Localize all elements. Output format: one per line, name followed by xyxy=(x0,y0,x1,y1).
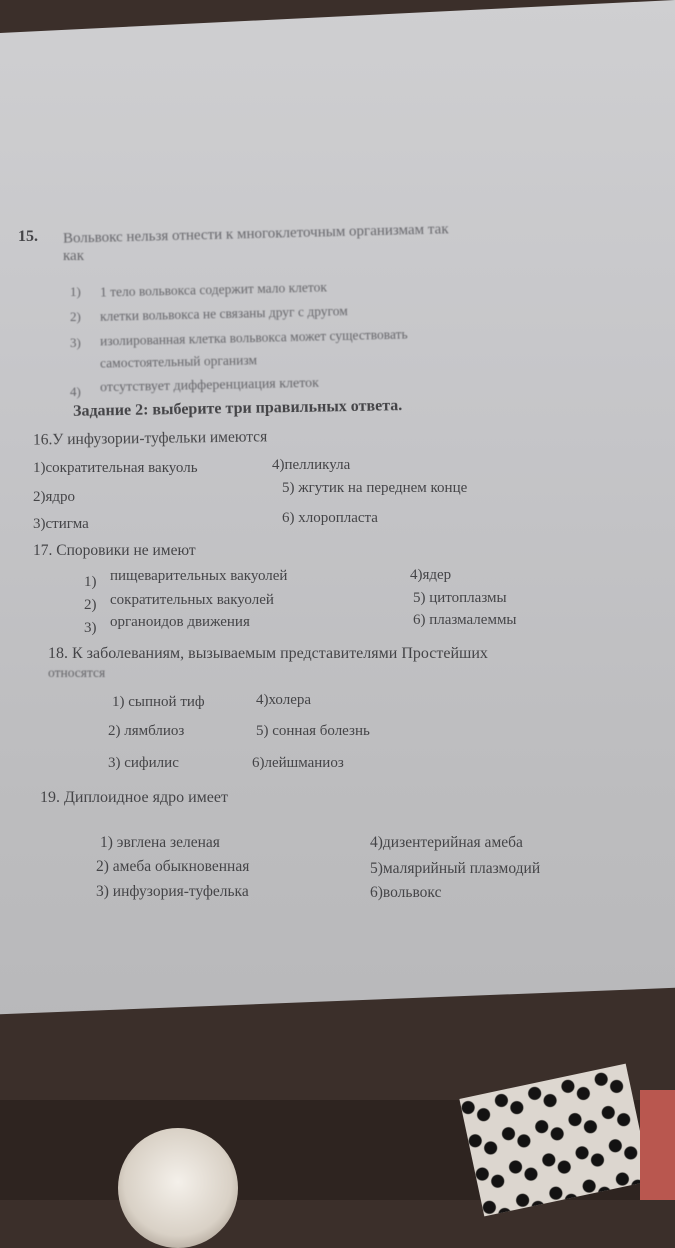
q18-question-line1: 18. К заболеваниям, вызываемым представителями Простейших xyxy=(48,645,488,662)
q18-option-5: 5) сонная болезнь xyxy=(256,723,370,739)
q19-option-3: 3) инфузория-туфелька xyxy=(96,883,249,900)
q19-question: 19. Диплоидное ядро имеет xyxy=(40,789,228,806)
q15-option-2-num: 2) xyxy=(70,309,81,324)
q17-question: 17. Споровики не имеют xyxy=(33,542,196,559)
q15-option-4-num: 4) xyxy=(70,384,81,399)
q18-option-4: 4)холера xyxy=(256,692,312,708)
q19-option-1: 1) эвглена зеленая xyxy=(100,834,220,851)
task2-heading: Задание 2: выберите три правильных ответа. xyxy=(72,397,403,420)
q19-option-2: 2) амеба обыкновенная xyxy=(96,858,250,875)
q15-option-3-num: 3) xyxy=(70,335,81,350)
q19-option-6: 6)вольвокс xyxy=(370,884,442,901)
q16-option-2: 2)ядро xyxy=(33,489,76,505)
q16-option-5: 5) жгутик на переднем конце xyxy=(282,480,468,496)
q17-option-5: 5) цитоплазмы xyxy=(413,590,507,606)
q17-option-3-num: 3) xyxy=(84,620,97,636)
q19-option-4: 4)дизентерийная амеба xyxy=(370,834,523,851)
q17-option-3: органоидов движения xyxy=(110,614,250,630)
q15-option-2: клетки вольвокса не связаны друг с другом xyxy=(99,303,348,324)
q16-option-1: 1)сократительная вакуоль xyxy=(33,460,198,476)
q17-option-1-num: 1) xyxy=(84,574,97,590)
q17-option-2-num: 2) xyxy=(84,597,97,613)
q16-option-3: 3)стигма xyxy=(33,516,89,532)
white-cup xyxy=(118,1128,238,1248)
q17-option-4: 4)ядер xyxy=(410,567,452,583)
q15-option-3-cont: самостоятельный организм xyxy=(99,352,258,371)
q15-question-line2: как xyxy=(63,248,85,264)
q16-option-6: 6) хлоропласта xyxy=(282,510,378,526)
q15-option-1-num: 1) xyxy=(70,284,81,299)
q19-option-5: 5)малярийный плазмодий xyxy=(370,860,541,877)
q17-option-2: сократительных вакуолей xyxy=(110,592,274,608)
q17-option-1: пищеварительных вакуолей xyxy=(110,568,288,584)
q15-option-4: отсутствует дифференциация клеток xyxy=(99,375,320,396)
q18-option-6: 6)лейшманиоз xyxy=(252,755,344,771)
q15-question-line1: Вольвокс нельзя отнести к многоклеточным организмам так xyxy=(62,221,449,247)
q18-option-2: 2) лямблиоз xyxy=(108,723,185,739)
q15-option-3: изолированная клетка вольвокса может существовать xyxy=(99,326,408,349)
q16-question: 16.У инфузории-туфельки имеются xyxy=(32,428,268,449)
q15-number: 15. xyxy=(18,228,38,245)
q18-question-line2: относятся xyxy=(48,665,106,680)
q18-option-3: 3) сифилис xyxy=(108,755,179,771)
q17-option-6: 6) плазмалеммы xyxy=(413,612,517,628)
q15-option-1: 1 тело вольвокса содержит мало клеток xyxy=(99,279,328,300)
red-box xyxy=(640,1090,675,1200)
q16-option-4: 4)пелликула xyxy=(272,457,351,473)
q18-option-1: 1) сыпной тиф xyxy=(112,694,205,710)
